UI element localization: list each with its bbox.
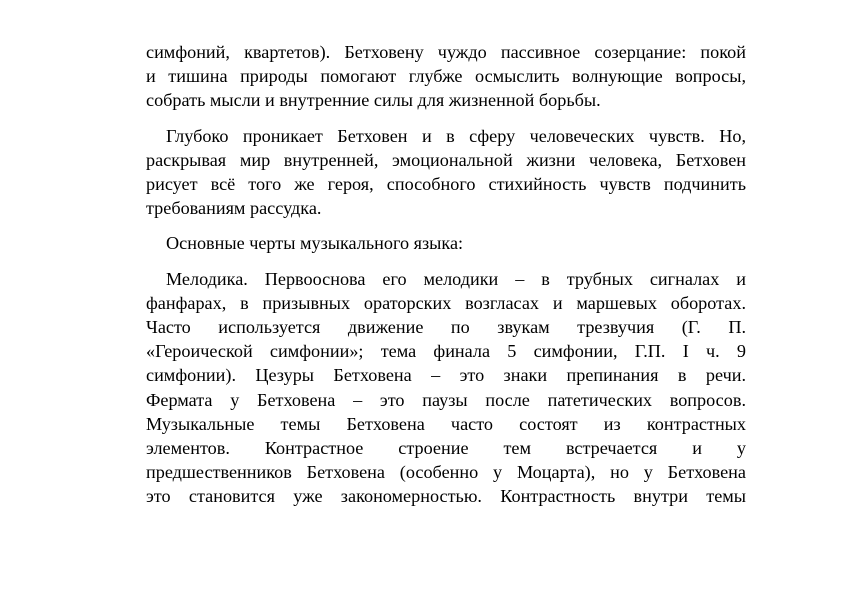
text-line: элементов. Контрастное строение тем встречается и у [146, 438, 746, 459]
paragraph-melody [146, 267, 746, 509]
text-line: фанфарах, в призывных ораторских возгласах и маршевых оборотах. [146, 292, 746, 313]
paragraph-intro [146, 40, 746, 113]
text-line: рисует всё того же героя, способного стихийность чувств подчинить [146, 174, 746, 195]
text-line: Часто используется движение по звукам трезвучия (Г. П. [146, 317, 746, 338]
text-line: собрать мысли и внутренние силы для жизненной борьбы. [146, 90, 601, 111]
text-line: «Героической симфонии»; тема финала 5 симфонии, Г.П. I ч. 9 [146, 341, 746, 362]
text-line: требованиям рассудка. [146, 198, 322, 219]
text-line: Музыкальные темы Бетховена часто состоят из контрастных [146, 413, 746, 434]
text-line: раскрывая мир внутренней, эмоциональной жизни человека, Бетховен [146, 149, 746, 170]
text-line: симфонии). Цезуры Бетховена – это знаки препинания в речи. [146, 365, 746, 386]
text-line: Фермата у Бетховена – это паузы после патетических вопросов. [146, 389, 746, 410]
text-line: симфоний, квартетов). Бетховену чуждо пассивное созерцание: покой [146, 42, 746, 62]
text-line: Основные черты музыкального языка: [166, 233, 464, 254]
document-page [146, 40, 746, 520]
text-line: Мелодика. Первооснова его мелодики – в трубных сигналах и [166, 268, 746, 289]
text-line: предшественников Бетховена (особенно у Моцарта), но у Бетховена [146, 462, 746, 483]
text-line: Глубоко проникает Бетховен и в сферу человеческих чувств. Но, [166, 125, 746, 146]
paragraph-heading [146, 231, 746, 255]
text-line: и тишина природы помогают глубже осмыслить волнующие вопросы, [146, 66, 746, 87]
text-line: это становится уже закономерностью. Контрастность внутри темы [146, 486, 746, 507]
paragraph-feelings [146, 124, 746, 221]
